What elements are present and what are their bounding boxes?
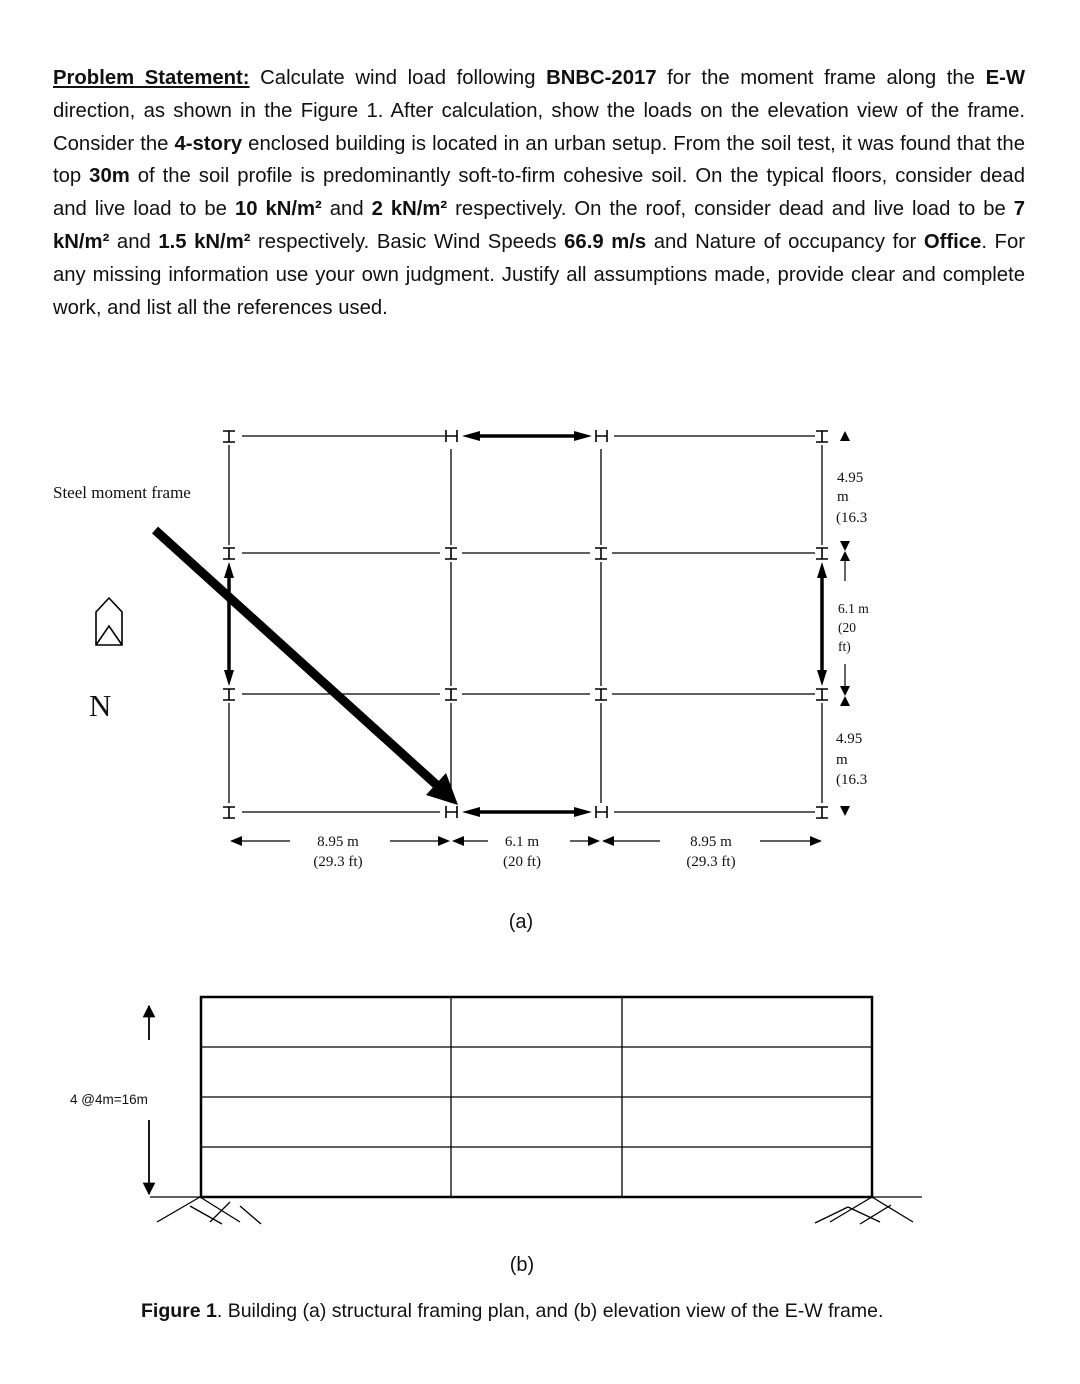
frame-label: Steel moment frame (53, 483, 191, 502)
soil-depth: 30m (89, 165, 130, 188)
figure-caption (141, 1300, 883, 1322)
column-symbols (223, 431, 828, 818)
dim-arrowhead (840, 551, 850, 561)
top-dim-unit: m (837, 489, 849, 505)
left-support-icon (157, 1197, 261, 1224)
span1-value: 8.95 m (317, 834, 359, 850)
dim-arrowhead (840, 696, 850, 706)
height-label: 4 @4m=16m (70, 1092, 148, 1107)
plan-caption: (a) (508, 911, 534, 933)
floor-dead-load: 10 kN/m² (234, 198, 322, 221)
plan-columns (229, 445, 822, 803)
column-end-marker (224, 670, 234, 686)
elevation-caption: (b) (509, 1254, 535, 1276)
north-arrow-inner (96, 626, 122, 645)
text-run: and Nature of occupancy for (646, 230, 924, 253)
mid-dim-value: 6.1 m (838, 601, 869, 616)
dim-arrowhead (840, 541, 850, 551)
column-symbols-rotated (446, 430, 607, 818)
dim-arrowhead (588, 836, 600, 846)
framing-plan (96, 430, 850, 846)
problem-title: Problem Statement: (53, 67, 250, 89)
dim-arrowhead (840, 806, 850, 816)
occupancy: Office (923, 230, 982, 253)
north-label: N (89, 688, 112, 723)
wind-speed: 66.9 m/s (564, 230, 647, 253)
span1-imperial: (29.3 ft) (313, 854, 363, 870)
beam-end-marker (574, 807, 592, 817)
moment-frame-columns (229, 570, 822, 678)
figure-caption-label: Figure 1 (141, 1300, 217, 1322)
dim-arrowhead (810, 836, 822, 846)
figure-caption-text: . Building (a) structural framing plan, and (b) elevation view of the E-W frame. (216, 1300, 884, 1322)
beam-end-marker (462, 807, 480, 817)
span3-imperial: (29.3 ft) (686, 854, 736, 870)
code-name: BNBC-2017 (546, 67, 657, 89)
text-run: and (321, 198, 372, 221)
dim-arrowhead (230, 836, 242, 846)
dim-arrowhead (840, 686, 850, 696)
dim-arrowhead (840, 431, 850, 441)
column-end-marker (224, 562, 234, 578)
top-dim-value: 4.95 (837, 470, 864, 486)
beam-end-marker (574, 431, 592, 441)
dim-arrowhead (602, 836, 614, 846)
mid-dim-imperial: (20 (838, 620, 856, 635)
text-run: of the soil profile is predominantly soft-to-firm cohesive soil. On the typical floors, consider dead and live load to be (53, 165, 1025, 221)
story-count: 4-story (174, 132, 243, 155)
text-run: direction, as shown in the Figure 1. After calculation, show the loads on the elevation view of the frame. Consider the (53, 99, 1025, 155)
frame-direction: E-W (985, 67, 1025, 89)
text-run: Calculate wind load following (249, 67, 547, 89)
top-dim-imperial: (16.3 (836, 510, 868, 526)
dim-arrowhead (452, 836, 464, 846)
span2-imperial: (20 ft) (503, 854, 541, 870)
text-run: enclosed building is located in an urban setup. From the soil test, it was found that the top (53, 132, 1025, 188)
bot-dim-unit: m (836, 752, 848, 768)
text-run: . For any missing information use your own judgment. Justify all assumptions made, provide clear and complete work, and list all the references used. (53, 230, 1025, 319)
roof-live-load: 1.5 kN/m² (158, 230, 251, 253)
roof-dead-load: 7 kN/m² (53, 198, 1026, 253)
dim-arrowhead (438, 836, 450, 846)
column-end-marker (817, 670, 827, 686)
moment-frame-beams (470, 436, 582, 812)
frame-pointer-arrow (155, 530, 440, 788)
floor-live-load: 2 kN/m² (371, 198, 448, 221)
bot-dim-imperial: (16.3 (836, 772, 868, 788)
column-end-marker (817, 562, 827, 578)
text-run: for the moment frame along the (656, 67, 986, 89)
elevation-frame (149, 997, 922, 1224)
span3-value: 8.95 m (690, 834, 732, 850)
plan-beams (242, 436, 815, 812)
right-support-icon (815, 1197, 913, 1224)
text-run: respectively. Basic Wind Speeds (250, 230, 565, 253)
mid-dim-unit: ft) (838, 639, 851, 654)
span2-value: 6.1 m (504, 834, 540, 850)
beam-end-marker (462, 431, 480, 441)
bot-dim-value: 4.95 (836, 731, 863, 747)
frame-members (201, 997, 872, 1197)
text-run: respectively. On the roof, consider dead and live load to be (447, 198, 1014, 221)
text-run: and (109, 230, 159, 253)
